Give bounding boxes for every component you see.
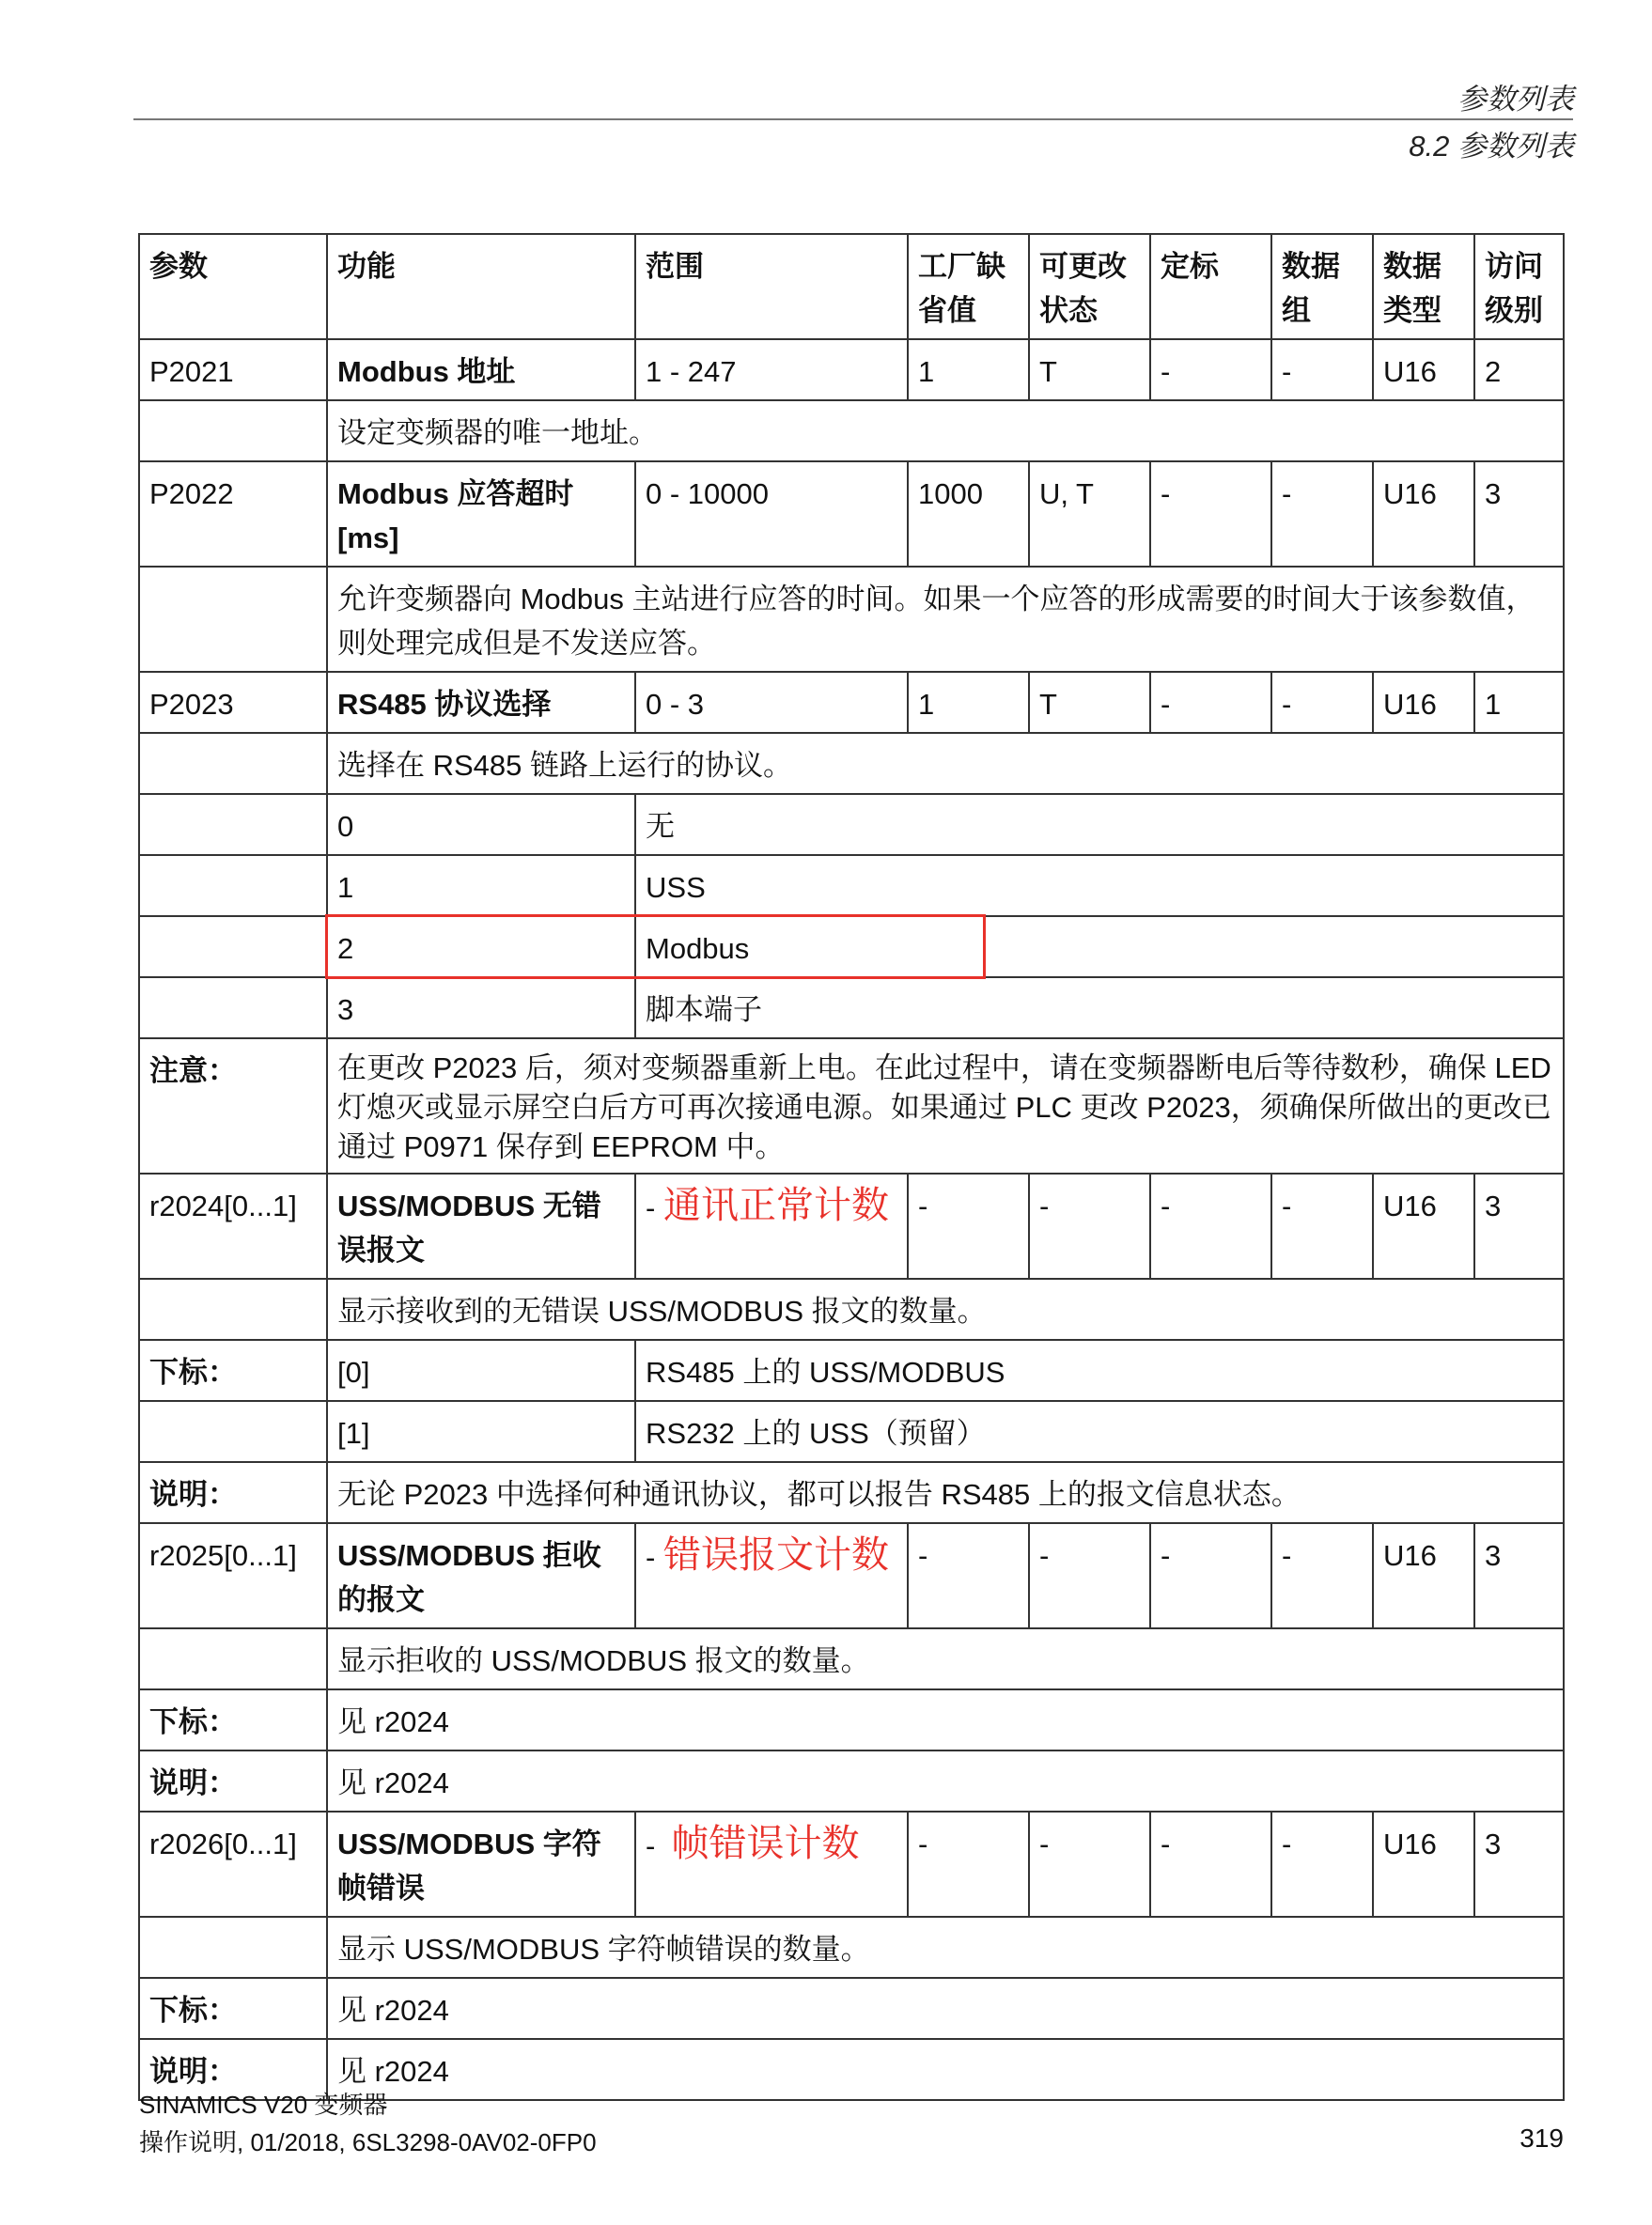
option-row <box>139 977 1564 1038</box>
option-value: 0 <box>327 794 635 855</box>
param-range: - <box>646 1541 656 1574</box>
param-name: Modbus 应答超时 [ms] <box>327 461 635 567</box>
table-row <box>139 400 1564 461</box>
table-row <box>139 1628 1564 1689</box>
param-level: 1 <box>1474 672 1564 733</box>
header-section: 参数列表 <box>1457 83 1574 116</box>
param-change: - <box>1029 1174 1150 1279</box>
index-row <box>139 1340 1564 1401</box>
param-type: U16 <box>1373 1523 1474 1628</box>
table-row <box>139 1279 1564 1340</box>
param-level: 3 <box>1474 1523 1564 1628</box>
table-row <box>139 1917 1564 1978</box>
col-header-level: 访问 级别 <box>1474 234 1564 339</box>
param-change: - <box>1029 1523 1150 1628</box>
option-value: 3 <box>327 977 635 1038</box>
param-scaling: - <box>1150 672 1271 733</box>
option-label: 脚本端子 <box>635 977 1564 1038</box>
param-default: - <box>908 1812 1029 1917</box>
table-row <box>139 1523 1564 1628</box>
annotation-text: 帧错误计数 <box>671 1823 860 1864</box>
param-group: - <box>1271 1812 1373 1917</box>
annotation-text: 错误报文计数 <box>662 1534 889 1576</box>
col-header-change: 可更改 状态 <box>1029 234 1150 339</box>
col-header-function: 功能 <box>327 234 635 339</box>
param-type: U16 <box>1373 461 1474 567</box>
param-level: 3 <box>1474 1174 1564 1279</box>
param-group: - <box>1271 1174 1373 1279</box>
param-scaling: - <box>1150 461 1271 567</box>
param-id: r2025[0...1] <box>139 1523 327 1628</box>
header-subsection: 8.2 参数列表 <box>1409 130 1574 163</box>
table-row <box>139 461 1564 567</box>
col-header-param: 参数 <box>139 234 327 339</box>
param-default: - <box>908 1174 1029 1279</box>
param-change: U, T <box>1029 461 1150 567</box>
param-default: 1 <box>908 672 1029 733</box>
option-row <box>139 855 1564 916</box>
index-text: 见 r2024 <box>327 1689 1564 1750</box>
param-id: P2022 <box>139 461 327 567</box>
param-id: P2023 <box>139 672 327 733</box>
remark-text: 见 r2024 <box>327 1750 1564 1812</box>
footer-doc: 操作说明, 01/2018, 6SL3298-0AV02-0FP0 <box>139 2128 597 2156</box>
option-label: USS <box>635 855 1564 916</box>
remark-label: 说明： <box>139 1462 327 1523</box>
param-change: T <box>1029 672 1150 733</box>
param-scaling: - <box>1150 1174 1271 1279</box>
index-label: 下标： <box>139 1340 327 1401</box>
param-type: U16 <box>1373 1174 1474 1279</box>
param-description: 显示接收到的无错误 USS/MODBUS 报文的数量。 <box>327 1279 1564 1340</box>
col-header-range: 范围 <box>635 234 908 339</box>
param-change: - <box>1029 1812 1150 1917</box>
param-id: r2024[0...1] <box>139 1174 327 1279</box>
option-label: Modbus <box>635 916 1564 977</box>
index-value: [0] <box>327 1340 635 1401</box>
footer-product: SINAMICS V20 变频器 <box>139 2091 388 2119</box>
param-id: r2026[0...1] <box>139 1812 327 1917</box>
param-type: U16 <box>1373 339 1474 400</box>
parameter-table <box>138 233 1565 2101</box>
param-description: 允许变频器向 Modbus 主站进行应答的时间。如果一个应答的形成需要的时间大于该参数值，则处理完成但是不发送应答。 <box>327 567 1564 672</box>
param-type: U16 <box>1373 672 1474 733</box>
remark-label: 说明： <box>139 1750 327 1812</box>
index-text: 见 r2024 <box>327 1978 1564 2039</box>
index-row <box>139 1978 1564 2039</box>
param-name: USS/MODBUS 无错误报文 <box>327 1174 635 1279</box>
param-description: 显示 USS/MODBUS 字符帧错误的数量。 <box>327 1917 1564 1978</box>
index-text: RS485 上的 USS/MODBUS <box>635 1340 1564 1401</box>
index-value: [1] <box>327 1401 635 1462</box>
remark-text: 无论 P2023 中选择何种通讯协议，都可以报告 RS485 上的报文信息状态。 <box>327 1462 1564 1523</box>
param-range: - <box>646 1191 656 1224</box>
param-level: 2 <box>1474 339 1564 400</box>
note-row <box>139 1038 1564 1174</box>
index-row <box>139 1401 1564 1462</box>
param-scaling: - <box>1150 1812 1271 1917</box>
table-header-row <box>139 234 1564 339</box>
remark-label: 说明： <box>139 2039 327 2100</box>
option-value: 2 <box>327 916 635 977</box>
param-name: USS/MODBUS 字符帧错误 <box>327 1812 635 1917</box>
param-default: 1 <box>908 339 1029 400</box>
option-row <box>139 794 1564 855</box>
param-default: 1000 <box>908 461 1029 567</box>
remark-row <box>139 1462 1564 1523</box>
remark-text: 见 r2024 <box>327 2039 1564 2100</box>
param-group: - <box>1271 672 1373 733</box>
param-range: - <box>646 1829 656 1862</box>
index-row <box>139 1689 1564 1750</box>
footer <box>139 2086 597 2161</box>
param-range: 0 - 3 <box>635 672 908 733</box>
table-row <box>139 672 1564 733</box>
option-label: 无 <box>635 794 1564 855</box>
param-description: 设定变频器的唯一地址。 <box>327 400 1564 461</box>
col-header-type: 数据 类型 <box>1373 234 1474 339</box>
highlight-box <box>325 914 986 979</box>
param-range: 0 - 10000 <box>635 461 908 567</box>
param-range-cell <box>635 1523 908 1628</box>
param-range-cell <box>635 1812 908 1917</box>
option-value: 1 <box>327 855 635 916</box>
index-label: 下标： <box>139 1689 327 1750</box>
param-name: Modbus 地址 <box>327 339 635 400</box>
param-range: 1 - 247 <box>635 339 908 400</box>
table-row <box>139 339 1564 400</box>
note-label: 注意： <box>139 1038 327 1174</box>
param-name: RS485 协议选择 <box>327 672 635 733</box>
remark-row <box>139 1750 1564 1812</box>
param-scaling: - <box>1150 339 1271 400</box>
table-row <box>139 1812 1564 1917</box>
param-scaling: - <box>1150 1523 1271 1628</box>
table-row <box>139 1174 1564 1279</box>
table-row <box>139 733 1564 794</box>
param-range-cell <box>635 1174 908 1279</box>
table-row <box>139 567 1564 672</box>
note-text: 在更改 P2023 后，须对变频器重新上电。在此过程中，请在变频器断电后等待数秒，确保 LED 灯熄灭或显示屏空白后方可再次接通电源。如果通过 PLC 更改 P2023，须确保所做出的更改已通过 P0971 保存到 EEPROM 中。 <box>327 1038 1564 1174</box>
col-header-default: 工厂缺 省值 <box>908 234 1029 339</box>
param-type: U16 <box>1373 1812 1474 1917</box>
param-group: - <box>1271 339 1373 400</box>
index-label: 下标： <box>139 1978 327 2039</box>
col-header-scaling: 定标 <box>1150 234 1271 339</box>
param-level: 3 <box>1474 1812 1564 1917</box>
param-level: 3 <box>1474 461 1564 567</box>
param-group: - <box>1271 1523 1373 1628</box>
header-rule <box>133 118 1573 120</box>
param-description: 显示拒收的 USS/MODBUS 报文的数量。 <box>327 1628 1564 1689</box>
param-name: USS/MODBUS 拒收的报文 <box>327 1523 635 1628</box>
param-description: 选择在 RS485 链路上运行的协议。 <box>327 733 1564 794</box>
param-group: - <box>1271 461 1373 567</box>
col-header-group: 数据 组 <box>1271 234 1373 339</box>
param-id: P2021 <box>139 339 327 400</box>
param-change: T <box>1029 339 1150 400</box>
page-number: 319 <box>1520 2124 1564 2153</box>
param-default: - <box>908 1523 1029 1628</box>
annotation-text: 通讯正常计数 <box>662 1185 889 1226</box>
index-text: RS232 上的 USS（预留） <box>635 1401 1564 1462</box>
